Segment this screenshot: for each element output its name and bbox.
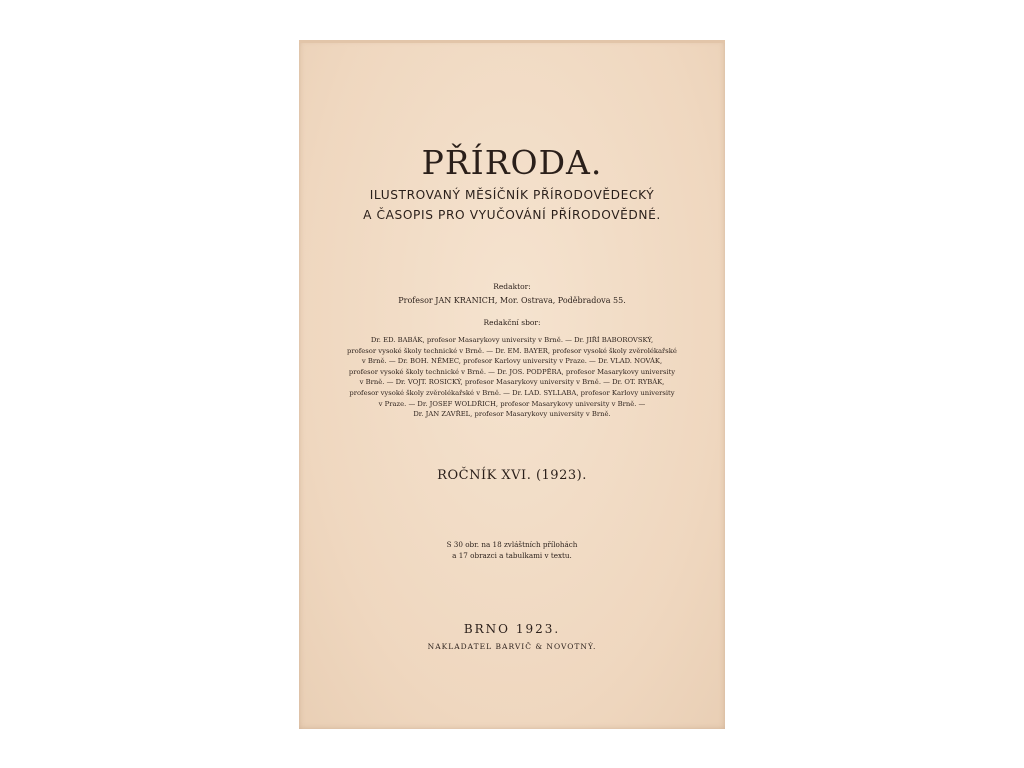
subtitle-line-2: A ČASOPIS PRO VYUČOVÁNÍ PŘÍRODOVĚDNÉ. bbox=[363, 208, 661, 222]
volume-year: ROČNÍK XVI. (1923). bbox=[437, 468, 587, 483]
board-line: v Brně. — Dr. VOJT. ROSICKÝ, profesor Masarykovy university v Brně. — Dr. OT. RYBÁK, bbox=[359, 378, 665, 387]
board-line: profesor vysoké školy zvěrolékařské v Brně. — Dr. LAD. SYLLABA, profesor Karlovy university bbox=[349, 388, 675, 397]
board-line: Dr. ED. BABÁK, profesor Masarykovy university v Brně. — Dr. JIŘÍ BABOROVSKÝ, bbox=[370, 336, 654, 344]
illustrations-line-1: S 30 obr. na 18 zvláštních přílohách bbox=[446, 540, 578, 549]
editor-label: Redaktor: bbox=[493, 282, 531, 291]
publisher: NAKLADATEL BARVIČ & NOVOTNÝ. bbox=[427, 642, 597, 651]
journal-title: PŘÍRODA. bbox=[421, 143, 603, 182]
board-line: profesor vysoké školy technické v Brně. — Dr. EM. BAYER, profesor vysoké školy zvěrolékařské bbox=[347, 346, 677, 355]
editor-name: Profesor JAN KRANICH, Mor. Ostrava, Poděbradova 55. bbox=[398, 296, 626, 305]
board-label: Redakční sbor: bbox=[483, 318, 541, 327]
city-year: BRNO 1923. bbox=[463, 622, 561, 636]
board-line: Dr. JAN ZAVŘEL, profesor Masarykovy university v Brně. bbox=[413, 410, 611, 419]
illustrations-note bbox=[299, 540, 725, 561]
board-line: profesor vysoké školy technické v Brně. — Dr. JOS. PODPĚRA, profesor Masarykovy university bbox=[348, 367, 676, 376]
board-line: v Brně. — Dr. BOH. NĚMEC, profesor Karlovy university v Praze. — Dr. VLAD. NOVÁK, bbox=[361, 357, 663, 366]
subtitle-line-1: ILUSTROVANÝ MĚSÍČNÍK PŘÍRODOVĚDECKÝ bbox=[369, 188, 655, 202]
title-page bbox=[299, 40, 725, 729]
board-line: v Praze. — Dr. JOSEF WOLDŘICH, profesor Masarykovy university v Brně. — bbox=[378, 399, 646, 408]
illustrations-line-2: a 17 obrazci a tabulkami v textu. bbox=[452, 550, 572, 560]
editorial-board bbox=[321, 335, 703, 420]
page-edge bbox=[299, 40, 725, 43]
